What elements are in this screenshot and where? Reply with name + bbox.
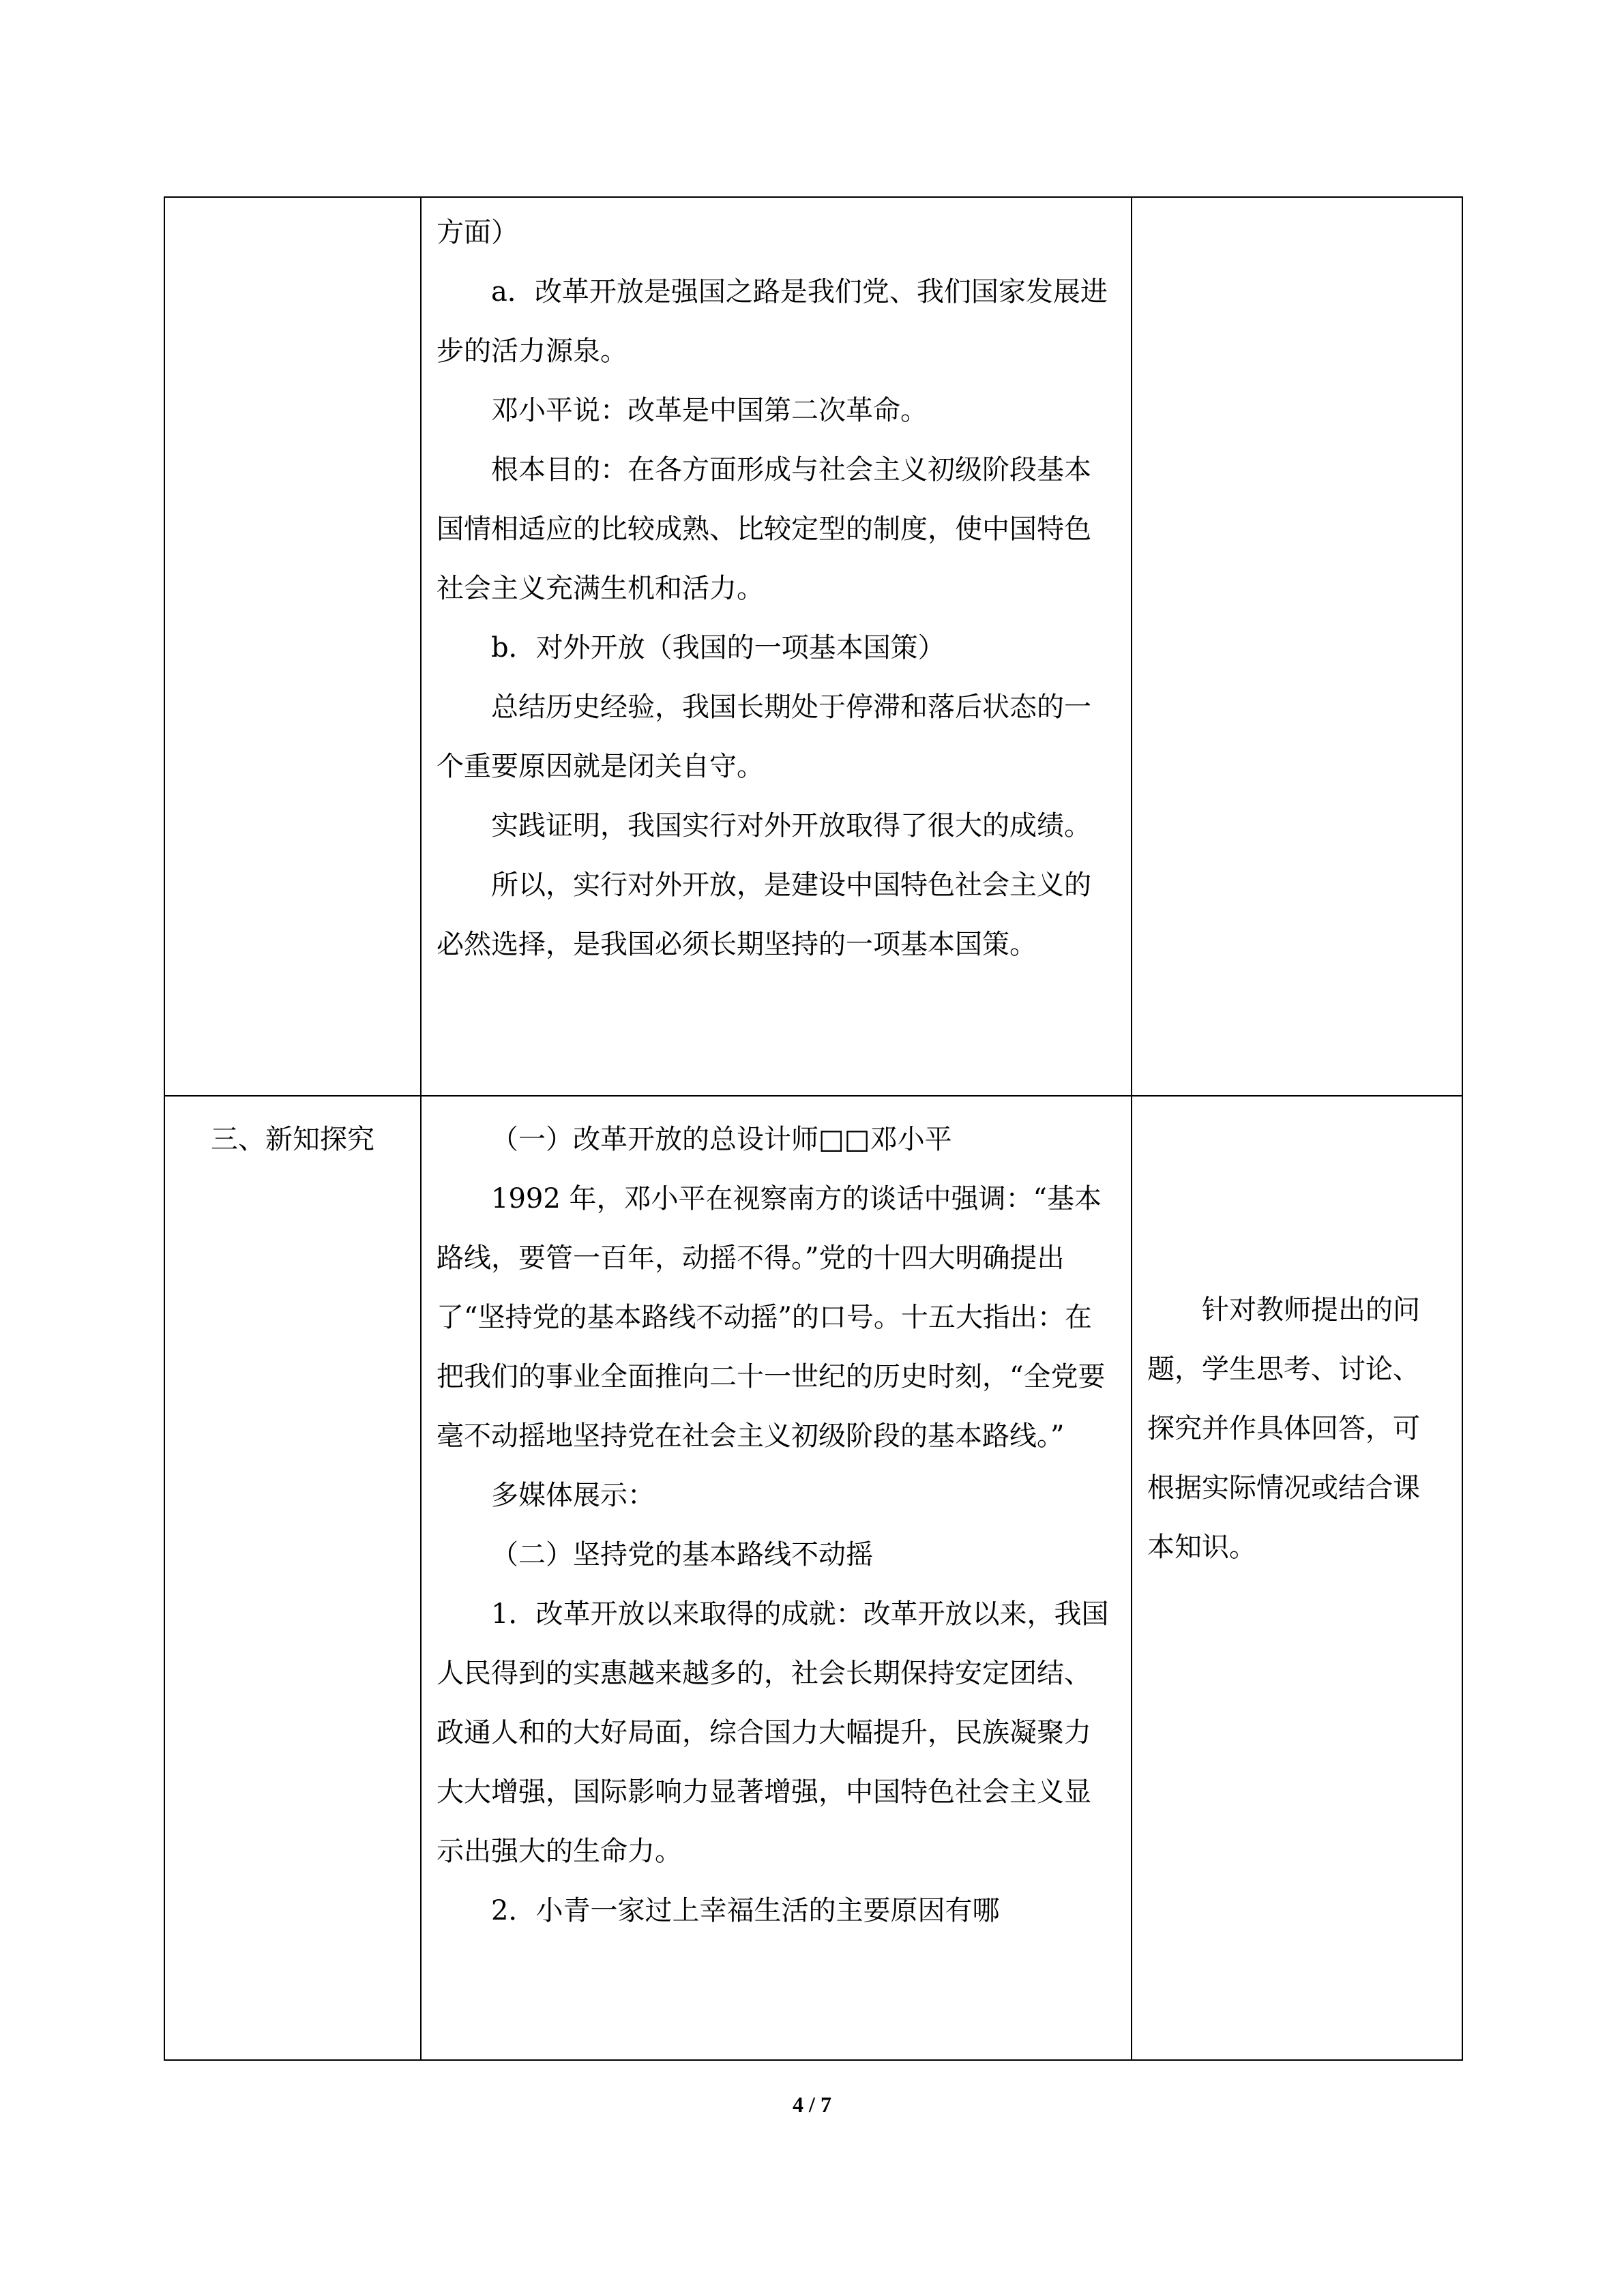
paragraph: 1．改革开放以来取得的成就：改革开放以来，我国人民得到的实惠越来越多的，社会长期保持安定团结、政通人和的大好局面，综合国力大幅提升，民族凝聚力大大增强，国际影响力显著增强，中国特色社会主义显示出强大的生命力。 [437, 1598, 1109, 1867]
table-cell-row1-col3 [1132, 197, 1462, 1096]
page-number: 4 / 7 [793, 2092, 831, 2117]
paragraph: 2．小青一家过上幸福生活的主要原因有哪 [491, 1895, 1000, 1926]
section-label: 三、新知探究 [211, 1124, 374, 1155]
paragraph: 根本目的：在各方面形成与社会主义初级阶段基本国情相适应的比较成熟、比较定型的制度，使中国特色社会主义充满生机和活力。 [437, 454, 1091, 604]
paragraph: a．改革开放是强国之路是我们党、我们国家发展进步的活力源泉。 [437, 276, 1108, 367]
paragraph: （二）坚持党的基本路线不动摇 [491, 1539, 873, 1570]
paragraph: 邓小平说：改革是中国第二次革命。 [491, 395, 928, 426]
lesson-plan-table [164, 196, 1463, 2061]
paragraph: b．对外开放（我国的一项基本国策） [491, 632, 945, 664]
table-row [164, 1096, 1462, 2060]
table-row [164, 197, 1462, 1096]
paragraph: 1992 年，邓小平在视察南方的谈话中强调：“基本路线，要管一百年，动摇不得。”党的十四大明确提出了“坚持党的基本路线不动摇”的口号。十五大指出：在把我们的事业全面推向二十一世纪的历史时刻，“全党要毫不动摇地坚持党在社会主义初级阶段的基本路线。” [437, 1183, 1106, 1452]
paragraph: 多媒体展示： [491, 1480, 655, 1511]
table-cell-row1-col2 [421, 197, 1132, 1096]
paragraph: 总结历史经验，我国长期处于停滞和落后状态的一个重要原因就是闭关自守。 [437, 691, 1091, 782]
table-cell-row2-col1 [164, 1096, 421, 2060]
paragraph: 所以，实行对外开放，是建设中国特色社会主义的必然选择，是我国必须长期坚持的一项基本国策。 [437, 869, 1091, 960]
section-label [165, 198, 420, 211]
table-cell-row1-col1 [164, 197, 421, 1096]
paragraph: （一）改革开放的总设计师□□邓小平 [491, 1124, 952, 1155]
table-cell-row2-col2 [421, 1096, 1132, 2060]
paragraph: 实践证明，我国实行对外开放取得了很大的成绩。 [491, 810, 1091, 841]
table-cell-row2-col3 [1132, 1096, 1462, 2060]
paragraph: 方面） [437, 217, 518, 248]
student-activity-note: 针对教师提出的问题，学生思考、讨论、探究并作具体回答，可根据实际情况或结合课本知识。 [1147, 1294, 1420, 1563]
